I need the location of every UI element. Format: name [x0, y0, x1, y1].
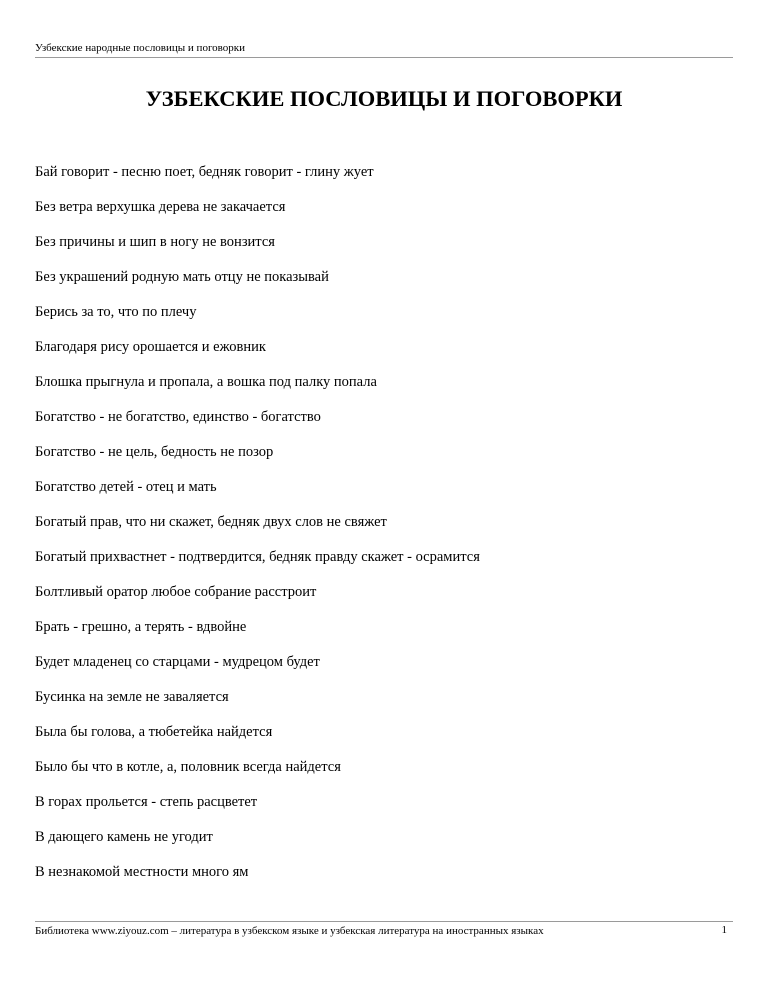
proverb-item: Богатство - не богатство, единство - богатство — [35, 409, 321, 425]
proverb-item: В незнакомой местности много ям — [35, 864, 249, 880]
proverb-item: Было бы что в котле, а, половник всегда найдется — [35, 759, 341, 775]
proverb-item: Богатство - не цель, бедность не позор — [35, 444, 274, 460]
proverb-item: Без украшений родную мать отцу не показывай — [35, 269, 329, 285]
footer-divider — [35, 921, 733, 922]
running-header: Узбекские народные пословицы и поговорки — [35, 42, 246, 54]
proverb-item: Болтливый оратор любое собрание расстроит — [35, 584, 317, 600]
proverb-item: Берись за то, что по плечу — [35, 304, 197, 320]
proverb-item: В горах прольется - степь расцветет — [35, 794, 258, 810]
proverb-item: Была бы голова, а тюбетейка найдется — [35, 724, 273, 740]
proverb-item: В дающего камень не угодит — [35, 829, 213, 845]
proverb-item: Будет младенец со старцами - мудрецом будет — [35, 654, 320, 670]
proverb-list — [35, 162, 480, 897]
header-divider — [35, 57, 733, 58]
proverb-item: Бусинка на земле не заваляется — [35, 689, 229, 705]
proverb-item: Богатый прихвастнет - подтвердится, бедняк правду скажет - осрамится — [35, 549, 480, 565]
proverb-item: Благодаря рису орошается и ежовник — [35, 339, 266, 355]
proverb-item: Бай говорит - песню поет, бедняк говорит - глину жует — [35, 164, 374, 180]
footer-text: Библиотека www.ziyouz.com – литература в узбекском языке и узбекская литература на иностранных языках — [35, 925, 544, 937]
proverb-item: Брать - грешно, а терять - вдвойне — [35, 619, 247, 635]
proverb-item: Без ветра верхушка дерева не закачается — [35, 199, 286, 215]
proverb-item: Богатый прав, что ни скажет, бедняк двух слов не свяжет — [35, 514, 387, 530]
proverb-item: Богатство детей - отец и мать — [35, 479, 217, 495]
proverb-item: Блошка прыгнула и пропала, а вошка под палку попала — [35, 374, 377, 390]
proverb-item: Без причины и шип в ногу не вонзится — [35, 234, 275, 250]
page-number: 1 — [721, 924, 727, 936]
document-title: УЗБЕКСКИЕ ПОСЛОВИЦЫ И ПОГОВОРКИ — [145, 86, 623, 111]
